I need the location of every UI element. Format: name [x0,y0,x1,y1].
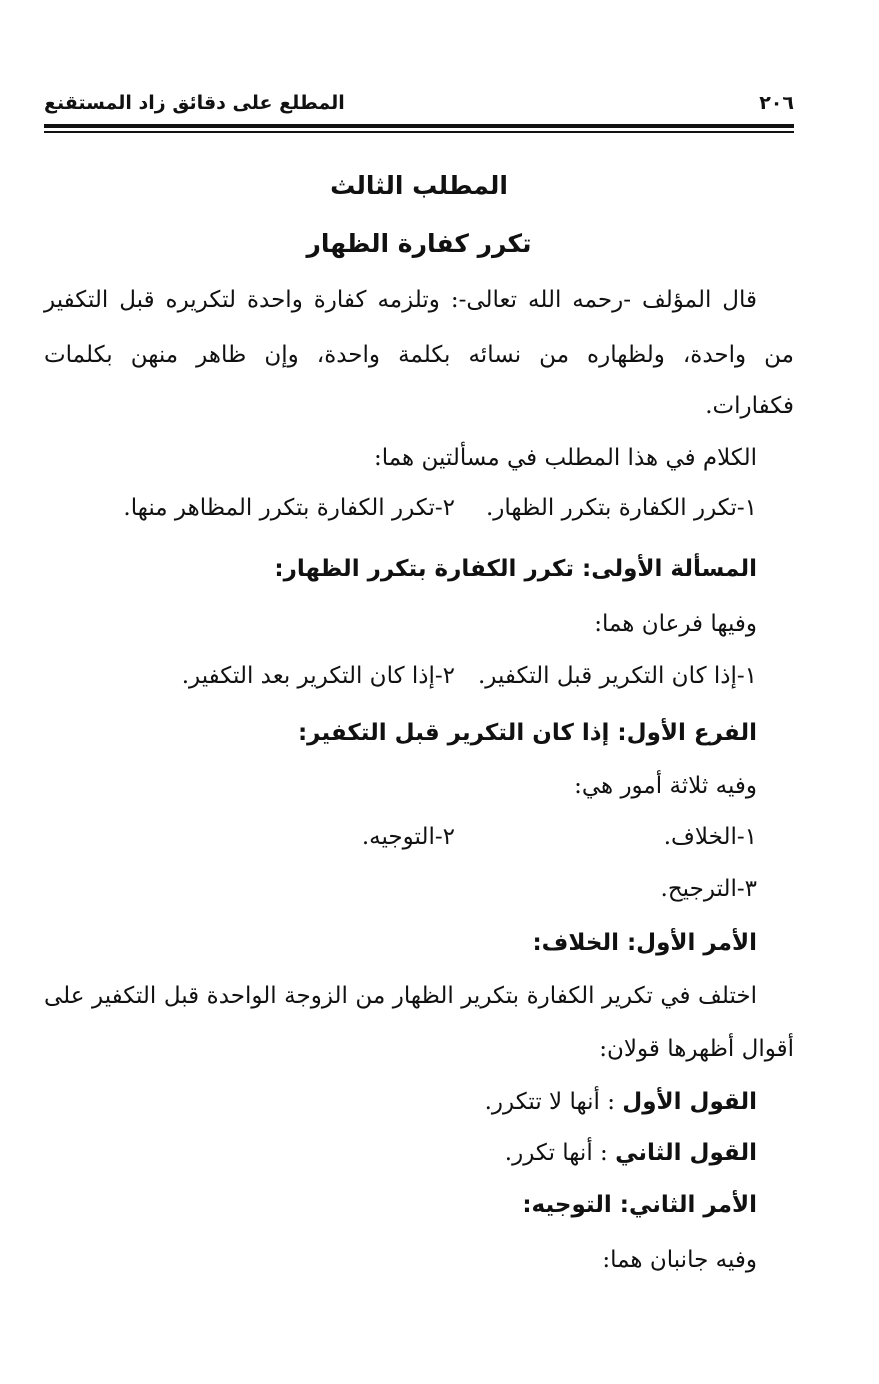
issue1-title: المسألة الأولى: تكرر الكفارة بتكرر الظهار: [274,556,757,582]
opinion-2-text: : أنها تكرر. [504,1140,608,1166]
matter1-line-1: اختلف في تكرير الكفارة بتكرير الظهار من الزوجة الواحدة قبل التكفير على [44,983,757,1009]
section-subtitle: تكرر كفارة الظهار [306,229,532,258]
matter2-intro: وفيه جانبان هما: [602,1247,757,1273]
branch-item-1: ١-إذا كان التكرير قبل التكفير. [477,663,757,689]
opinion-2 [505,1133,757,1173]
intro-line-1: قال المؤلف -رحمه الله تعالى-: وتلزمه كفارة واحدة لتكريره قبل التكفير [44,287,757,313]
issue-item-2: ٢-تكرر الكفارة بتكرر المظاهر منها. [123,495,455,521]
branch1-title: الفرع الأول: إذا كان التكرير قبل التكفير: [297,720,757,746]
opinion-1 [485,1082,757,1122]
branch1-matters-intro: وفيه ثلاثة أمور هي: [574,773,757,799]
issues-intro: الكلام في هذا المطلب في مسألتين هما: [373,445,757,471]
opinion-1-text: : أنها لا تتكرر. [484,1089,615,1115]
matter-item-3: ٣-الترجيح. [660,876,757,902]
opinion-1-label: القول الأول [622,1089,757,1115]
header-rule-thick [44,124,794,128]
page-header [44,88,794,118]
matter1-title: الأمر الأول: الخلاف: [532,930,757,956]
intro-line-2: من واحدة، ولظهاره من نسائه بكلمة واحدة، وإن ظاهر منهن بكلمات [44,342,794,368]
matter-item-2: ٢-التوجيه. [361,824,455,850]
matter2-title: الأمر الثاني: التوجيه: [522,1192,757,1218]
book-title: المطلع على دقائق زاد المستقنع [44,92,345,114]
issue-item-1: ١-تكرر الكفارة بتكرر الظهار. [486,495,757,521]
issue1-branches-intro: وفيها فرعان هما: [594,611,757,637]
branch-item-2: ٢-إذا كان التكرير بعد التكفير. [181,663,455,689]
section-title: المطلب الثالث [330,171,508,200]
header-rule-thin [44,131,794,133]
intro-line-3: فكفارات. [705,393,794,419]
matter1-line-2: أقوال أظهرها قولان: [599,1036,794,1062]
matter-item-1: ١-الخلاف. [663,824,757,850]
page-number: ٢٠٦ [759,92,794,114]
opinion-2-label: القول الثاني [615,1140,757,1166]
